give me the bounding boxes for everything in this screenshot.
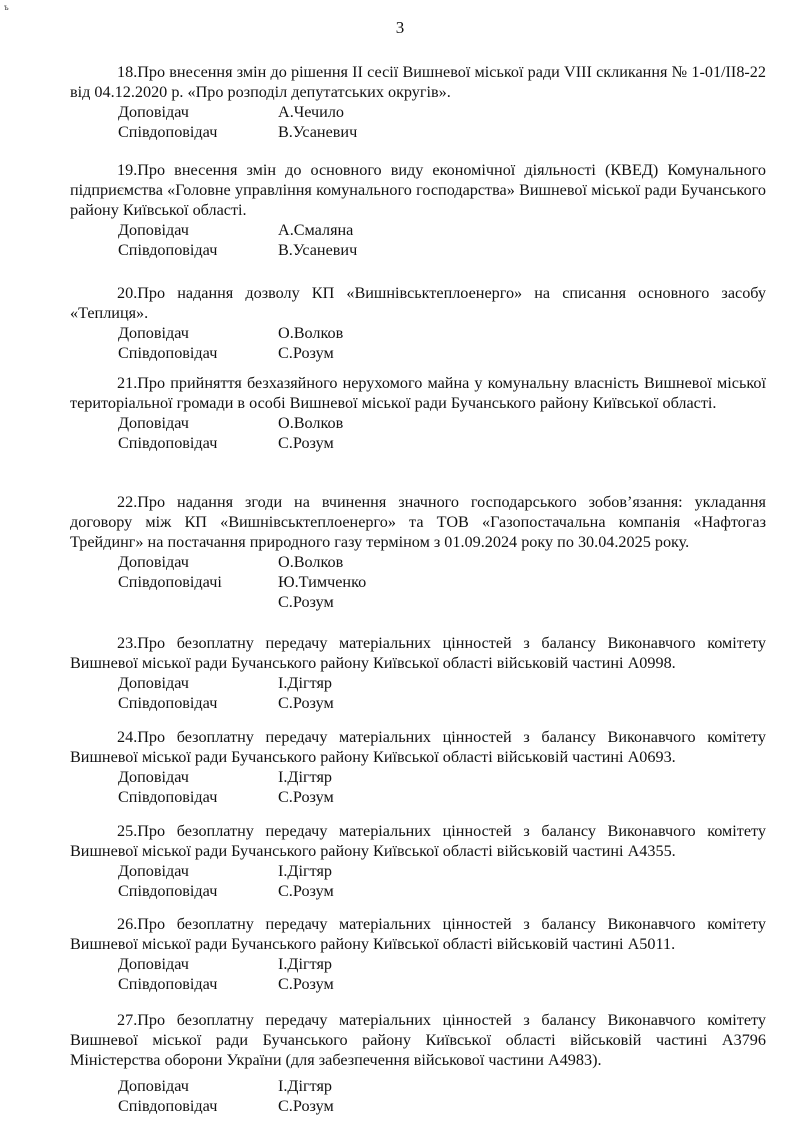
person-name: І.Дігтяр [278,1077,333,1095]
role-row [70,102,766,122]
agenda-item-24 [70,727,766,807]
role-row [70,592,766,612]
role-row [70,1096,766,1116]
role-row [70,861,766,881]
person-name: Ю.Тимченко [278,573,367,591]
person-name: С.Розум [278,882,334,900]
agenda-item-25 [70,821,766,901]
agenda-item-text: 20.Про надання дозволу КП «Вишнівськтеплоенерго» на списання основного засобу «Теплиця». [70,284,766,322]
person-name: А.Чечило [278,103,345,121]
agenda-item-text: 19.Про внесення змін до основного виду економічної діяльності (КВЕД) Комунального підприємства «Головне управління комунального господарства» Вишневої міської ради Бучанського району Київської області. [70,161,766,219]
person-name: О.Волков [278,324,344,342]
agenda-item-18 [70,62,766,142]
person-name: В.Усаневич [278,123,358,141]
person-name: С.Розум [278,434,334,452]
person-name: І.Дігтяр [278,862,333,880]
role-label: Доповідач [118,1077,189,1095]
agenda-item-text: 18.Про внесення змін до рішення ІІ сесії Вишневої міської ради VIII скликання № 1-01/ІІ8-22 від 04.12.2020 р. «Про розподіл депутатських округів». [70,63,766,101]
person-name: С.Розум [278,344,334,362]
role-label: Співдоповідач [118,975,218,993]
role-row [70,881,766,901]
role-row [70,122,766,142]
role-row [70,413,766,433]
person-name: А.Смаляна [278,221,354,239]
role-row [70,343,766,363]
role-label: Співдоповідач [118,344,218,362]
person-name: О.Волков [278,414,344,432]
role-label: Доповідач [118,768,189,786]
role-label: Доповідач [118,674,189,692]
person-name: С.Розум [278,1097,334,1115]
agenda-item-27 [70,1010,766,1116]
agenda-item-text: 27.Про безоплатну передачу матеріальних цінностей з балансу Виконавчого комітету Вишневої міської ради Бучанського району Київської області військовій частині А3796 Міністерства оборони України (для забезпечення військової частини А4983). [70,1011,766,1069]
agenda-item-23 [70,633,766,713]
agenda-item-text: 24.Про безоплатну передачу матеріальних цінностей з балансу Виконавчого комітету Вишневої міської ради Бучанського району Київської області військовій частині А0693. [70,728,766,766]
role-row [70,787,766,807]
agenda-item-21 [70,373,766,453]
agenda-item-text: 22.Про надання згоди на вчинення значного господарського зобов’язання: укладання договору між КП «Вишнівськтеплоенерго» та ТОВ «Газопостачальна компанія «Нафтогаз Трейдинг» на постачання природного газу терміном з 01.09.2024 року по 30.04.2025 року. [70,493,766,551]
person-name: С.Розум [278,694,334,712]
page-number: 3 [395,18,405,37]
agenda-item-22 [70,492,766,612]
agenda-item-text: 21.Про прийняття безхазяйного нерухомого майна у комунальну власність Вишневої міської територіальної громади в особі Вишневої міської ради Бучанського району Київської області. [70,374,766,412]
person-name: В.Усаневич [278,241,358,259]
agenda-item-19 [70,160,766,260]
role-label: Співдоповідач [118,694,218,712]
person-name: О.Волков [278,553,344,571]
agenda-item-20 [70,283,766,363]
role-row [70,954,766,974]
person-name: С.Розум [278,593,334,611]
role-row [70,572,766,592]
agenda-item-26 [70,914,766,994]
role-label: Доповідач [118,862,189,880]
role-row [70,673,766,693]
role-row [70,552,766,572]
person-name: С.Розум [278,975,334,993]
person-name: С.Розум [278,788,334,806]
role-row [70,974,766,994]
person-name: І.Дігтяр [278,768,333,786]
role-label: Доповідач [118,103,189,121]
role-label: Співдоповідачі [118,573,222,591]
role-label: Доповідач [118,324,189,342]
role-label [70,592,278,612]
agenda-item-text: 26.Про безоплатну передачу матеріальних цінностей з балансу Виконавчого комітету Вишневої міської ради Бучанського району Київської області військовій частині А5011. [70,915,766,953]
corner-mark: ъ [4,2,9,12]
person-name: І.Дігтяр [278,955,333,973]
agenda-item-text: 25.Про безоплатну передачу матеріальних цінностей з балансу Виконавчого комітету Вишневої міської ради Бучанського району Київської області військовій частині А4355. [70,822,766,860]
role-label: Співдоповідач [118,241,218,259]
role-label: Співдоповідач [118,434,218,452]
role-label: Співдоповідач [118,123,218,141]
person-name: І.Дігтяр [278,674,333,692]
role-label: Співдоповідач [118,882,218,900]
role-row [70,220,766,240]
role-label: Доповідач [118,221,189,239]
role-row [70,323,766,343]
role-row [70,433,766,453]
role-label: Доповідач [118,955,189,973]
agenda-item-text: 23.Про безоплатну передачу матеріальних цінностей з балансу Виконавчого комітету Вишневої міської ради Бучанського району Київської області військовій частині А0998. [70,634,766,672]
role-row [70,1076,766,1096]
role-row [70,240,766,260]
role-label: Доповідач [118,414,189,432]
role-row [70,767,766,787]
role-label: Співдоповідач [118,788,218,806]
role-label: Співдоповідач [118,1097,218,1115]
role-row [70,693,766,713]
role-label: Доповідач [118,553,189,571]
